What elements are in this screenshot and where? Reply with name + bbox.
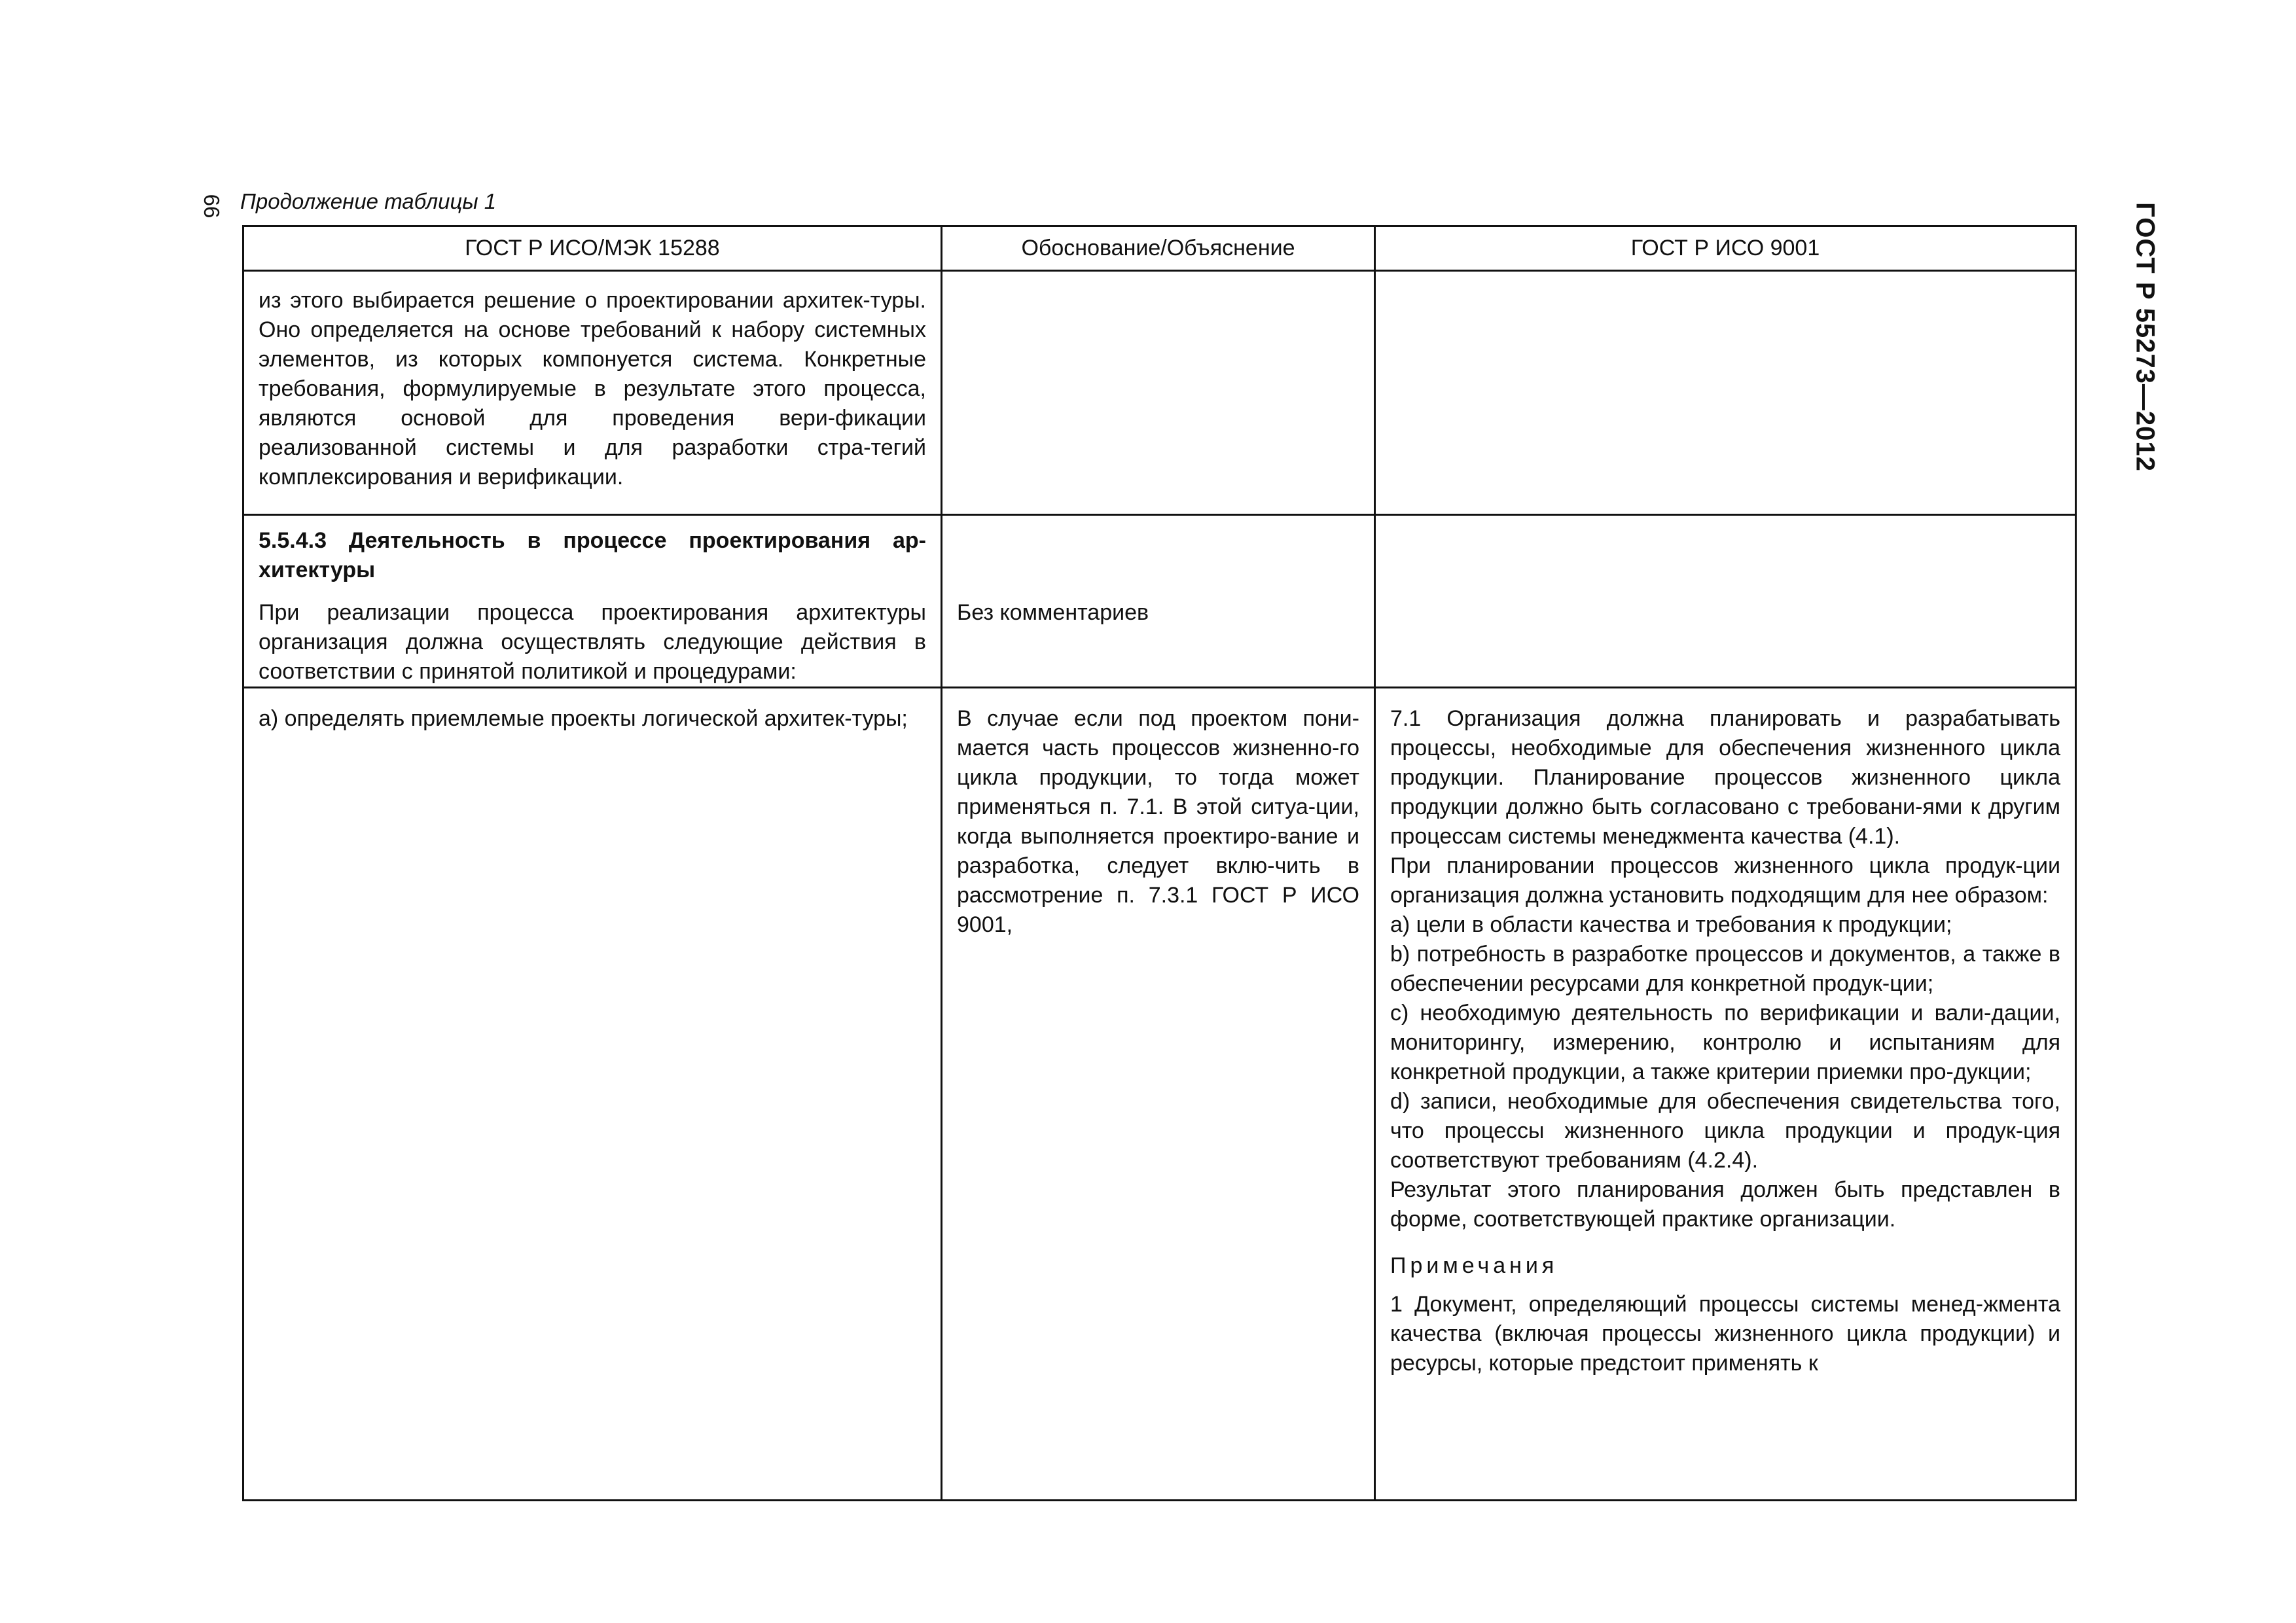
iso-paragraph: 7.1 Организация должна планировать и разрабатывать процессы, необходимые для обеспечения жизненного цикла продукции. Планирование процессов жизненного цикла продукции должно быть согласовано с требовани-ями к другим процессам системы менеджмента качества (4.1).	[1390, 706, 2060, 849]
row3-col3-cell	[1375, 688, 2076, 1501]
row1-col3-cell	[1375, 271, 2076, 515]
table-row	[243, 515, 2076, 688]
iso-paragraph: а) цели в области качества и требования к продукции;	[1390, 912, 1952, 937]
page-number: 66	[200, 194, 224, 219]
notes-title: Примечания	[1390, 1253, 1558, 1278]
iso-paragraph: b) потребность в разработке процессов и документов, а также в обеспечении ресурсами для конкретной продук-ции;	[1390, 942, 2060, 996]
row1-col1-text: из этого выбирается решение о проектировании архитек-туры. Оно определяется на основе требований к набору системных элементов, из которых компонуется система. Конкретные требования, формулируемые в результате этого процесса, являются основой для проведения вери-фикации реализованной системы и для разработки стра-тегий комплексирования и верификации.	[259, 288, 926, 490]
row2-col2-cell	[942, 515, 1375, 688]
header-gost-9001: ГОСТ Р ИСО 9001	[1375, 226, 2076, 271]
intro-text: При реализации процесса проектирования архитектуры организация должна осуществлять следующие действия в соответствии с принятой политикой и процедурами:	[259, 600, 926, 684]
row2-col3-cell	[1375, 515, 2076, 688]
row3-col1-cell	[243, 688, 942, 1501]
header-gost-15288: ГОСТ Р ИСО/МЭК 15288	[243, 226, 942, 271]
table-row	[243, 271, 2076, 515]
table-header-row	[243, 226, 2076, 271]
item-a-comment: В случае если под проектом пони-мается часть процессов жизненно-го цикла продукции, то тогда может применяться п. 7.1. В этой ситуа-ции, когда выполняется проектиро-вание и разработка, следует вклю-чить в рассмотрение п. 7.3.1 ГОСТ Р ИСО 9001,	[957, 706, 1359, 937]
iso-paragraph: Результат этого планирования должен быть представлен в форме, соответствующей практике организации.	[1390, 1177, 2060, 1232]
header-justification: Обоснование/Объяснение	[942, 226, 1375, 271]
row2-col1-cell	[243, 515, 942, 688]
iso-paragraph: с) необходимую деятельность по верификации и вали-дации, мониторингу, измерению, контролю и испытаниям для конкретной продукции, а также критерии приемки про-дукции;	[1390, 1001, 2060, 1084]
table-caption: Продолжение таблицы 1	[240, 189, 497, 213]
iso-paragraph: При планировании процессов жизненного цикла продук-ции организация должна установить подходящим для нее образом:	[1390, 853, 2060, 908]
item-a-text: а) определять приемлемые проекты логической архитек-туры;	[259, 706, 908, 731]
side-document-title	[2125, 200, 2164, 474]
table-row	[243, 688, 2076, 1501]
iso-paragraph: d) записи, необходимые для обеспечения свидетельства того, что процессы жизненного цикла продукции и продук-ция соответствуют требованиям (4.2.4).	[1390, 1089, 2060, 1173]
row1-col1-cell	[243, 271, 942, 515]
note-1: 1 Документ, определяющий процессы системы менед-жмента качества (включая процессы жизненного цикла продукции) и ресурсы, которые предстоит применять к	[1390, 1292, 2060, 1376]
intro-comment: Без комментариев	[957, 600, 1149, 625]
section-heading: 5.5.4.3 Деятельность в процессе проектирования ар-хитектуры	[259, 528, 926, 582]
side-document-title-text: ГОСТ Р 55273—2012	[2130, 202, 2160, 472]
row1-col2-cell	[942, 271, 1375, 515]
comparison-table	[242, 225, 2077, 1501]
row3-col2-cell	[942, 688, 1375, 1501]
